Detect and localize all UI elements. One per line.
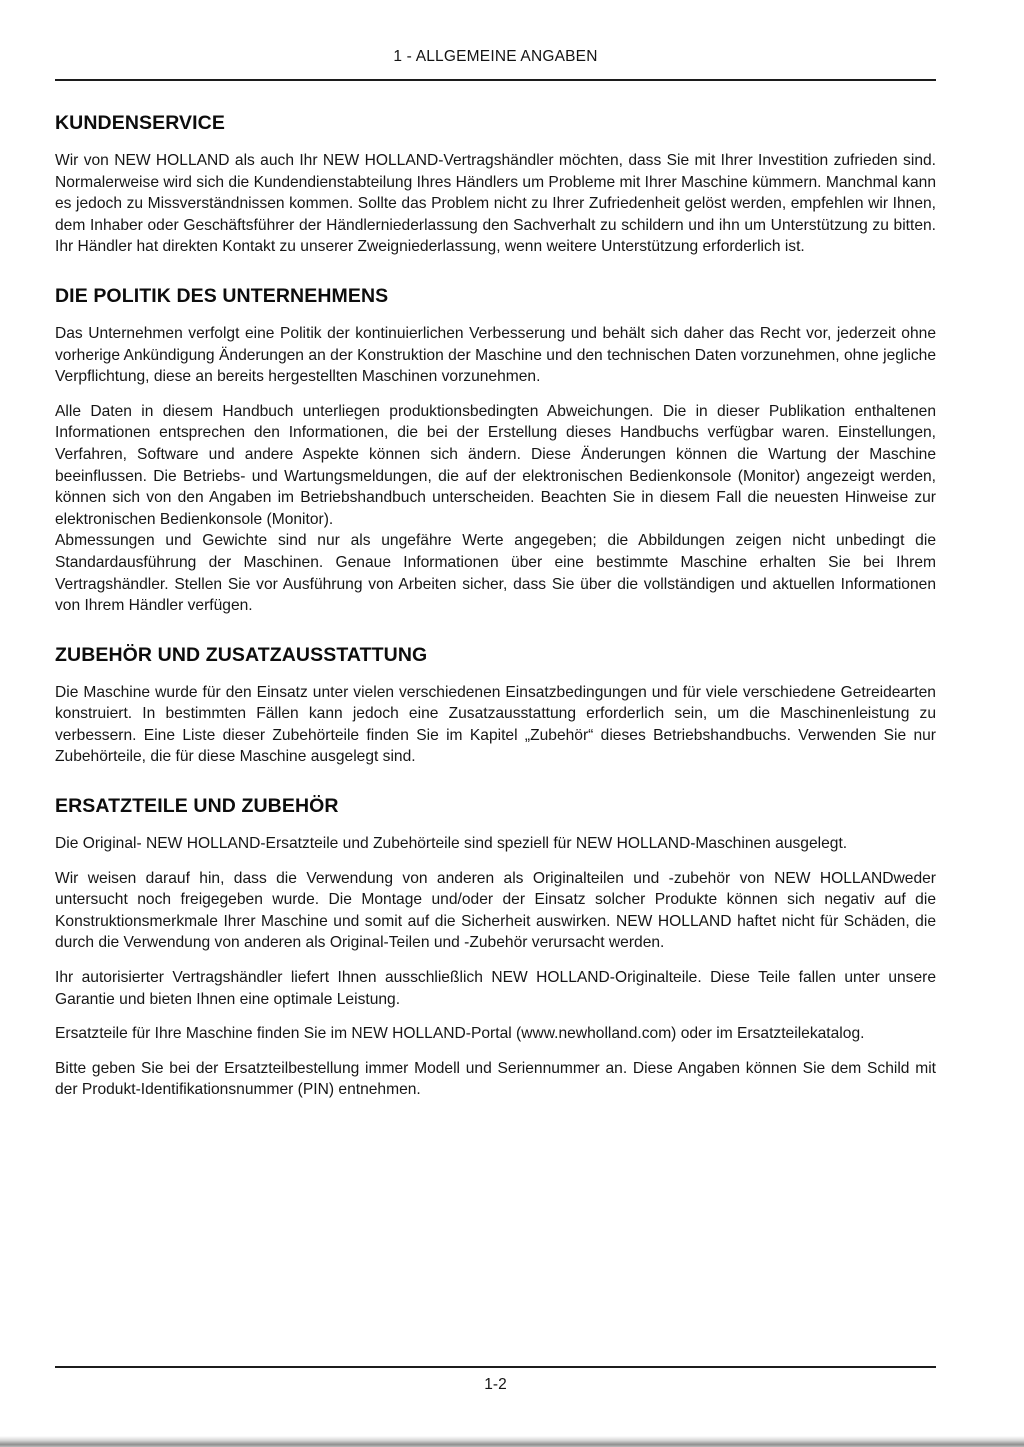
paragraph: Die Maschine wurde für den Einsatz unter vielen verschiedenen Einsatzbedingungen und für viele verschiedene Getreidearten konstruiert. In bestimmten Fällen kann jedoch eine Zusatzausstattung erforderlich sein, um die Maschinenleistung zu verbessern. Eine Liste dieser Zubehörteile finden Sie im Kapitel „Zubehör“ dieses Betriebshandbuchs. Verwenden Sie nur Zubehörteile, die für diese Maschine ausgelegt sind. <box>55 683 936 766</box>
paragraph: Abmessungen und Gewichte sind nur als ungefähre Werte angegeben; die Abbildungen zeigen nicht unbedingt die Standardausführung der Maschinen. Genaue Informationen über eine bestimmte Maschine erhalten Sie bei Ihrem Vertragshändler. Stellen Sie vor Ausführung von Arbeiten sicher, dass Sie über die vollständigen und aktuellen Informationen von Ihrem Händler verfügen. <box>55 532 936 615</box>
section-politik-des-unternehmens <box>55 285 936 617</box>
paragraph: Wir weisen darauf hin, dass die Verwendung von anderen als Originalteilen und -zubehör von NEW HOLLANDweder untersucht noch freigegeben wurde. Die Montage und/oder der Einsatz solcher Produkte können sich negativ auf die Konstruktionsmerkmale Ihrer Maschine und somit auf die Sicherheit auswirken. NEW HOLLAND haftet nicht für Schäden, die durch die Verwendung von anderen als Original-Teilen und -Zubehör verursacht werden. <box>55 869 936 952</box>
page-edge-shadow <box>0 1436 1024 1447</box>
paragraph: Die Original- NEW HOLLAND-Ersatzteile und Zubehörteile sind speziell für NEW HOLLAND-Maschinen ausgelegt. <box>55 835 848 853</box>
paragraph: Bitte geben Sie bei der Ersatzteilbestellung immer Modell und Seriennummer an. Diese Angaben können Sie dem Schild mit der Produkt-Identifikationsnummer (PIN) entnehmen. <box>55 1059 936 1099</box>
section-title-politik: DIE POLITIK DES UNTERNEHMENS <box>55 284 389 307</box>
page-header <box>55 48 936 81</box>
section-title-zubehoer-zusatzausstattung: ZUBEHÖR UND ZUSATZAUSSTATTUNG <box>55 643 428 666</box>
paragraph: Wir von NEW HOLLAND als auch Ihr NEW HOLLAND-Vertragshändler möchten, dass Sie mit Ihrer Investition zufrieden sind. Normalerweise wird sich die Kundendienstabteilung Ihres Händlers um Probleme mit Ihrer Maschine kümmern. Manchmal kann es jedoch zu Missverständnissen kommen. Sollte das Problem nicht zu Ihrer Zufriedenheit gelöst werden, empfehlen wir Ihnen, dem Inhaber oder Geschäftsführer der Händlerniederlassung den Sachverhalt zu schildern und ihn um Unterstützung zu bitten. Ihr Händler hat direkten Kontakt zu unserer Zweigniederlassung, wenn weitere Unterstützung erforderlich ist. <box>55 152 936 256</box>
page-number: 1-2 <box>484 1376 507 1393</box>
paragraph: Ersatzteile für Ihre Maschine finden Sie im NEW HOLLAND-Portal (www.newholland.com) oder im Ersatzteilekatalog. <box>55 1025 865 1043</box>
section-title-ersatzteile: ERSATZTEILE UND ZUBEHÖR <box>55 795 339 818</box>
section-zubehoer-zusatzausstattung <box>55 644 936 768</box>
section-title-kundenservice: KUNDENSERVICE <box>55 112 225 134</box>
section-ersatzteile-zubehoer <box>55 795 936 1101</box>
page-content <box>55 81 936 1101</box>
section-kundenservice <box>55 112 936 258</box>
paragraph: Alle Daten in diesem Handbuch unterliegen produktionsbedingten Abweichungen. Die in dieser Publikation enthaltenen Informationen entsprechen den Informationen, die bei der Erstellung dieses Handbuchs verfügbar waren. Einstellungen, Verfahren, Software und andere Aspekte können sich ändern. Diese Änderungen können die Wartung der Maschine beeinflussen. Die Betriebs- und Wartungsmeldungen, die auf der elektronischen Bedienkonsole (Monitor) angezeigt werden, können sich von den Angaben im Betriebshandbuch unterscheiden. Beachten Sie in diesem Fall die neuesten Hinweise zur elektronischen Bedienkonsole (Monitor). <box>55 402 936 528</box>
paragraph: Ihr autorisierter Vertragshändler liefert Ihnen ausschließlich NEW HOLLAND-Originalteile. Diese Teile fallen unter unsere Garantie und bieten Ihnen eine optimale Leistung. <box>55 969 936 1008</box>
page-footer <box>55 1366 936 1394</box>
page-header-title: 1 - ALLGEMEINE ANGABEN <box>393 48 598 65</box>
paragraph: Das Unternehmen verfolgt eine Politik der kontinuierlichen Verbesserung und behält sich daher das Recht vor, jederzeit ohne vorherige Ankündigung Änderungen an der Konstruktion der Maschine und den technischen Daten vorzunehmen, ohne jegliche Verpflichtung, diese an bereits hergestellten Maschinen vorzunehmen. <box>55 324 936 386</box>
